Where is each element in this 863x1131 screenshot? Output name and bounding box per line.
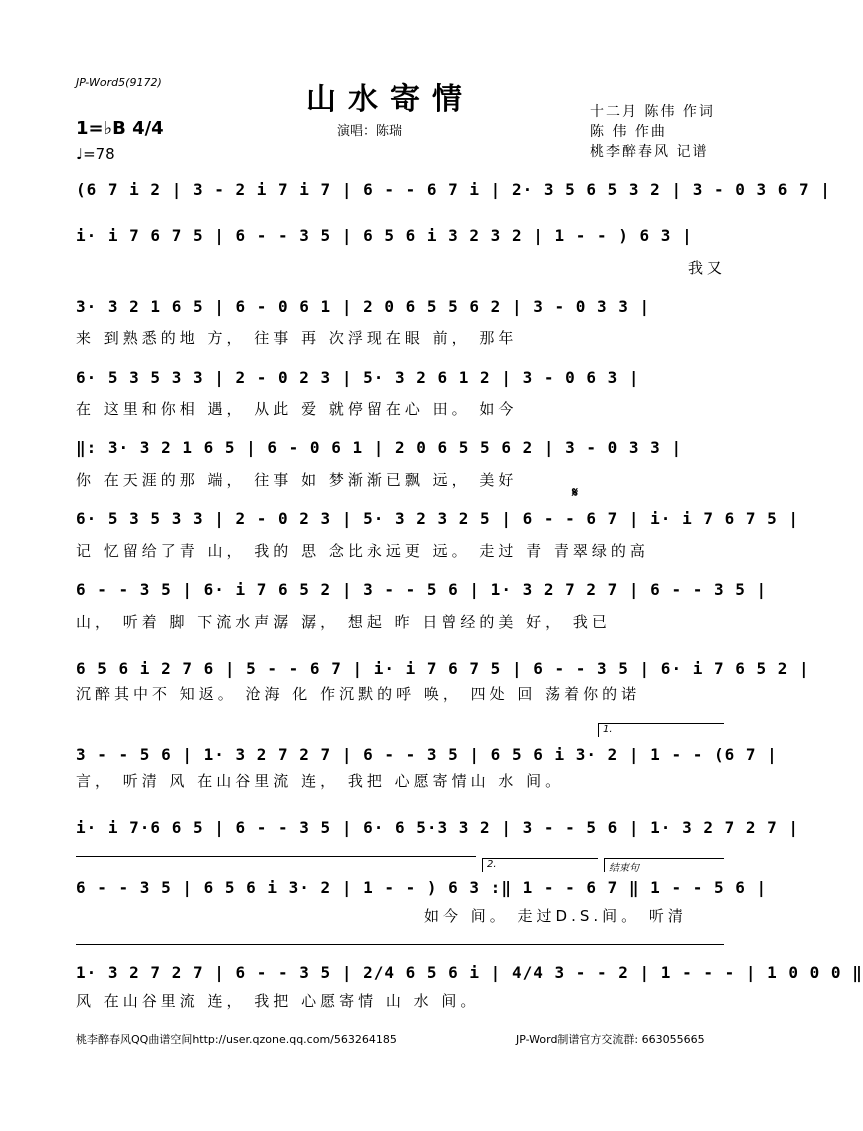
lyric-line-5: 你 在天涯的那 端， 往事 如 梦渐渐已飘 远， 美好 (76, 471, 518, 489)
score-line-8: 6 5 6 i 2 7 6 | 5 - - 6 7 | i· i 7 6 7 5 | 6 - - 3 5 | 6· i 7 6 5 2 | (76, 659, 810, 678)
segno-sign: 𝄋 (572, 485, 579, 501)
lyric-line-11: 如今 间。 走过D.S.间。 听清 (424, 907, 687, 925)
footer-source-link: 桃李醉春风QQ曲谱空间http://user.qzone.qq.com/563264185 (76, 1033, 397, 1046)
key-signature: 1=♭B 4/4 (76, 118, 164, 139)
lyric-line-8: 沉醉其中不 知返。 沧海 化 作沉默的呼 唤， 四处 回 荡着你的诺 (76, 685, 641, 703)
lyric-line-4: 在 这里和你相 遇， 从此 爱 就停留在心 田。 如今 (76, 400, 518, 418)
composer-credit: 陈 伟 作曲 (590, 124, 667, 140)
singer-credit: 演唱：陈瑞 (337, 124, 403, 139)
score-line-3: 3· 3 2 1 6 5 | 6 - 0 6 1 | 2 0 6 5 5 6 2 | 3 - 0 3 3 | (76, 297, 651, 316)
score-line-9: 3 - - 5 6 | 1· 3 2 7 2 7 | 6 - - 3 5 | 6 5 6 i 3· 2 | 1 - - (6 7 | (76, 745, 778, 764)
score-line-2: i· i 7 6 7 5 | 6 - - 3 5 | 6 5 6 i 3 2 3 2 | 1 - - ) 6 3 | (76, 226, 693, 245)
transcriber-credit: 桃李醉春风 记谱 (590, 144, 709, 160)
tempo-marking: ♩=78 (76, 145, 115, 163)
lyric-line-12: 风 在山谷里流 连， 我把 心愿寄情 山 水 间。 (76, 992, 480, 1010)
score-line-11: 6 - - 3 5 | 6 5 6 i 3· 2 | 1 - - ) 6 3 :‖ 1 - - 6 7 ‖ 1 - - 5 6 | (76, 878, 768, 897)
lyric-line-7: 山， 听着 脚 下流水声潺 潺， 想起 昨 日曾经的美 好， 我已 (76, 613, 611, 631)
coda-ending-bracket: 结束句 (604, 858, 724, 872)
score-line-10: i· i 7·6 6 5 | 6 - - 3 5 | 6· 6 5·3 3 2 | 3 - - 5 6 | 1· 3 2 7 2 7 | (76, 818, 800, 837)
coda-bracket-continuation (76, 944, 724, 945)
lyricist-credit: 十二月 陈伟 作词 (590, 104, 715, 120)
volta-2: 2. (482, 858, 598, 872)
lyric-line-9: 言， 听清 风 在山谷里流 连， 我把 心愿寄情山 水 间。 (76, 772, 565, 790)
score-line-7: 6 - - 3 5 | 6· i 7 6 5 2 | 3 - - 5 6 | 1· 3 2 7 2 7 | 6 - - 3 5 | (76, 580, 768, 599)
volta-1: 1. (598, 723, 724, 737)
lyric-line-2: 我又 (687, 259, 726, 277)
score-line-5: ‖: 3· 3 2 1 6 5 | 6 - 0 6 1 | 2 0 6 5 5 6 2 | 3 - 0 3 3 | (76, 438, 683, 457)
volta-1-continuation (76, 856, 476, 857)
lyric-line-6: 记 忆留给了青 山， 我的 思 念比永远更 远。 走过 青 青翠绿的高 (76, 542, 649, 560)
software-label: JP-Word5(9172) (76, 76, 162, 89)
score-line-12: 1· 3 2 7 2 7 | 6 - - 3 5 | 2/4 6 5 6 i | 4/4 3 - - 2 | 1 - - - | 1 0 0 0 ‖ (76, 963, 863, 982)
score-line-1: (6 7 i 2 | 3 - 2 i 7 i 7 | 6 - - 6 7 i | 2· 3 5 6 5 3 2 | 3 - 0 3 6 7 | (76, 180, 831, 199)
score-line-4: 6· 5 3 5 3 3 | 2 - 0 2 3 | 5· 3 2 6 1 2 | 3 - 0 6 3 | (76, 368, 640, 387)
lyric-line-3: 来 到熟悉的地 方， 往事 再 次浮现在眼 前， 那年 (76, 329, 518, 347)
song-title: 山水寄情 (306, 82, 474, 117)
footer-group-info: JP-Word制谱官方交流群: 663055665 (516, 1033, 705, 1046)
score-line-6: 6· 5 3 5 3 3 | 2 - 0 2 3 | 5· 3 2 3 2 5 | 6 - - 6 7 | i· i 7 6 7 5 | (76, 509, 800, 528)
